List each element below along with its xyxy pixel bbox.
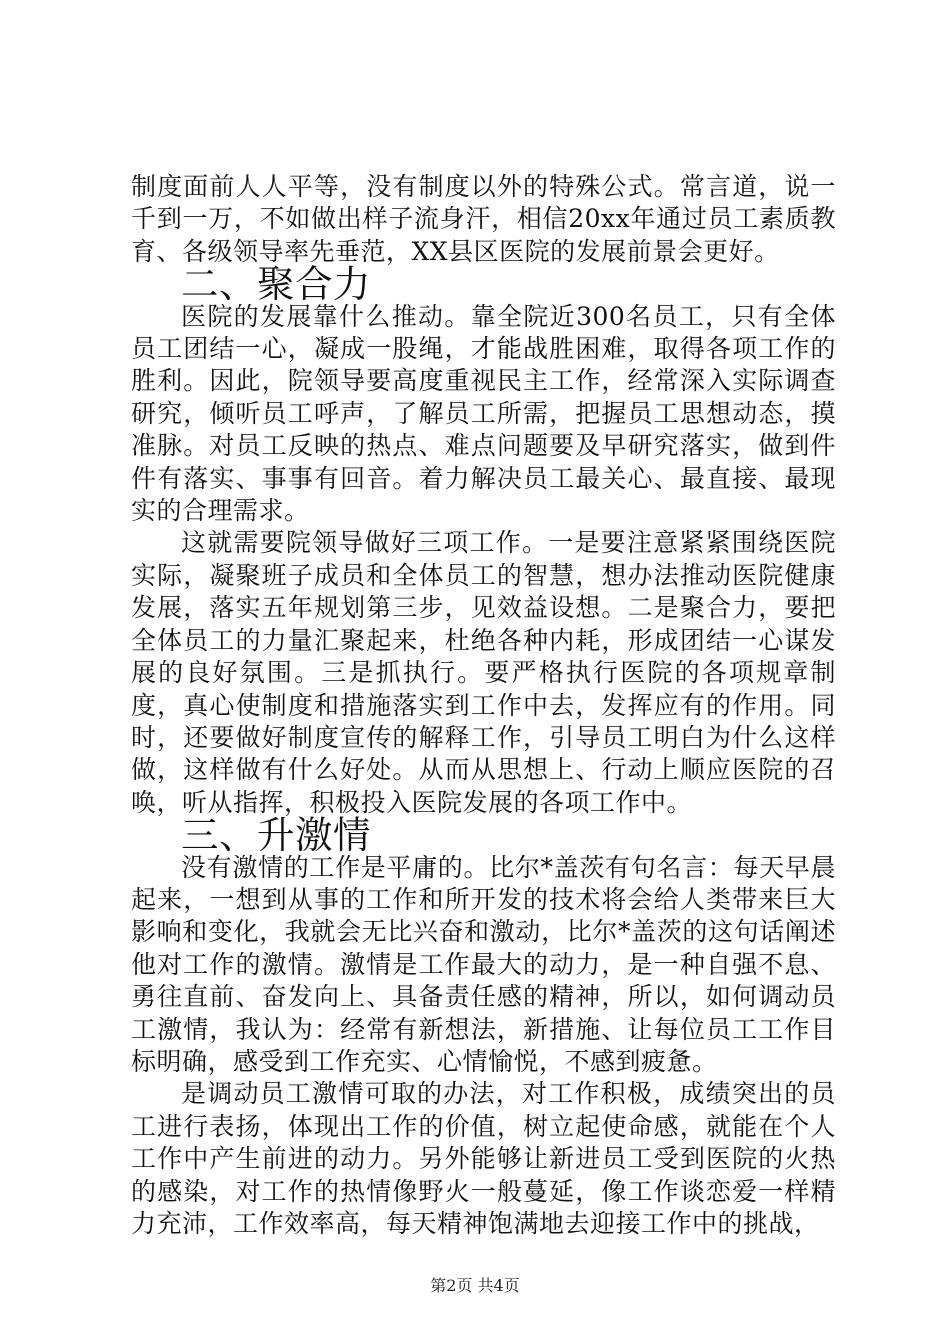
paragraph-2: 医院的发展靠什么推动。靠全院近300名员工，只有全体员工团结一心，凝成一股绳，才能战胜困难，取得各项工作的胜利。因此，院领导要高度重视民主工作，经常深入实际调查研究，倾听员工呼声，了解员工所需，把握员工思想动态，摸准脉。对员工反映的热点、难点问题要及早研究落实，做到件件有落实、事事有回音。着力解决员工最关心、最直接、最现实的合理需求。 <box>131 301 836 526</box>
section-heading-3: 三、升激情 <box>181 813 371 858</box>
page-footer: 第2页 共4页 <box>430 1276 520 1295</box>
paragraph-5: 是调动员工激情可取的办法，对工作积极，成绩突出的员工进行表扬，体现出工作的价值，树立起使命感，就能在个人工作中产生前进的动力。另外能够让新进员工受到医院的火热的感染，对工作的热情像野火一般蔓延，像工作谈恋爱一样精力充沛，工作效率高，每天精神饱满地去迎接工作中的挑战， <box>131 1079 836 1238</box>
paragraph-1: 制度面前人人平等，没有制度以外的特殊公式。常言道，说一千到一万，不如做出样子流身汗，相信20xx年通过员工素质教育、各级领导率先垂范，XX县区医院的发展前景会更好。 <box>131 172 836 266</box>
paragraph-4: 没有激情的工作是平庸的。比尔*盖茨有句名言：每天早晨起来，一想到从事的工作和所开发的技术将会给人类带来巨大影响和变化，我就会无比兴奋和激动，比尔*盖茨的这句话阐述他对工作的激情。激情是工作最大的动力，是一种自强不息、勇往直前、奋发向上、具备责任感的精神，所以，如何调动员工激情，我认为：经常有新想法，新措施、让每位员工工作目标明确，感受到工作充实、心情愉悦，不感到疲惫。 <box>131 852 836 1076</box>
section-heading-2: 二、聚合力 <box>181 262 371 307</box>
paragraph-3: 这就需要院领导做好三项工作。一是要注意紧紧围绕医院实际，凝聚班子成员和全体员工的智慧，想办法推动医院健康发展，落实五年规划第三步，见效益设想。二是聚合力，要把全体员工的力量汇聚起来，杜绝各种内耗，形成团结一心谋发展的良好氛围。三是抓执行。要严格执行医院的各项规章制度，真心使制度和措施落实到工作中去，发挥应有的作用。同时，还要做好制度宣传的解释工作，引导员工明白为什么这样做，这样做有什么好处。从而从思想上、行动上顺应医院的召唤，听从指挥，积极投入医院发展的各项工作中。 <box>131 528 836 817</box>
document-body <box>131 171 836 1240</box>
